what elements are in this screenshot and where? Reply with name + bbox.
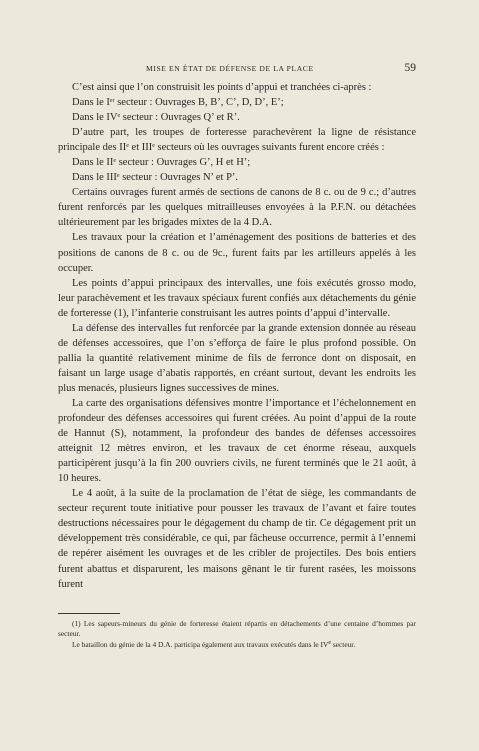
text-run: secteur : Ouvrages B, B’, C’, D, D’, E’; — [114, 97, 284, 109]
text-run: secteur : Ouvrages N’ et P’. — [119, 172, 239, 184]
paragraph — [58, 80, 416, 95]
superscript: e — [116, 173, 120, 180]
paragraph: Le 4 août, à la suite de la proclamation de l’état de siège, les commandants de secteur reçurent toute initiative pour pousser les travaux de l’avant et faire toutes destructions nécessaires pour le dégagement du champ de tir. Ce dégagement prit un développement très considérable, ce qui, par fâcheuse occurrence, permit à l’ennemi de repérer aisément les ouvrages et de les cribler de projectiles. Des bois entiers furent abattus et disparurent, les maisons gênant le tir furent rasées, les moissons furent — [58, 488, 416, 590]
paragraph — [58, 125, 416, 155]
text-run: C’est ainsi que l’on construisit les points d’appui et tranchées ci-après : — [72, 82, 372, 93]
paragraph: Les points d’appui principaux des intervalles, une fois exécutés grosso modo, leur parachèvement et les travaux spéciaux furent confiés aux détachements du génie de forteresse (1), l’infanterie construisant les autres points d’appui d’intervalle. — [58, 277, 416, 319]
superscript: e — [328, 639, 331, 646]
text-run: secteurs où les ouvrages suivants furent encore créés : — [154, 142, 385, 154]
footnote-rule — [58, 613, 120, 614]
paragraph — [58, 110, 416, 125]
text-run: Dans le I — [72, 97, 110, 109]
footnote — [58, 640, 416, 650]
superscript: e — [126, 143, 129, 150]
page-header — [58, 62, 416, 74]
text-run: secteur : Ouvrages Q’ et R’. — [120, 112, 240, 124]
page-number: 59 — [404, 62, 416, 74]
text-run: D’autre part, les troupes de forteresse parachevèrent la ligne de résistance principale des II — [58, 127, 416, 154]
superscript: er — [109, 98, 115, 105]
paragraph — [58, 155, 416, 170]
paragraph: Les travaux pour la création et l’aménagement des positions de batteries et des positions de canons de 8 c. ou de 9c., furent faits par les artilleurs appelés à les occuper. — [58, 232, 416, 274]
text-run: secteur : Ouvrages G’, H et H’; — [116, 157, 251, 169]
paragraph: La défense des intervalles fut renforcée par la grande extension donnée au réseau de défenses accessoires, que l’on s’efforça de faire le plus profond possible. On pallia la quantité relativement minime de fils de ferronce dont on disposait, en faisant un large usage d’abatis rapportés, en créant surtout, devant les endroits les plus menacés, plusieurs lignes successives de mines. — [58, 322, 416, 394]
text-run: et III — [128, 142, 153, 154]
body-text — [58, 80, 416, 592]
footnotes — [58, 619, 416, 650]
text-run: Dans le II — [72, 157, 114, 169]
text-run: secteur. — [330, 639, 356, 649]
footnote: (1) Les sapeurs-mineurs du génie de forteresse étaient répartis en détachements d’une centaine d’hommes par secteur. — [58, 619, 416, 639]
paragraph — [58, 170, 416, 185]
running-head: MISE EN ÉTAT DE DÉFENSE DE LA PLACE — [146, 64, 314, 73]
superscript: e — [152, 143, 155, 150]
superscript: e — [113, 158, 117, 165]
text-run: Dans le IV — [72, 112, 118, 124]
superscript: e — [117, 113, 121, 120]
paragraph: La carte des organisations défensives montre l’importance et l’échelonnement en profondeur des défenses accessoires qui furent créées. Au point d’appui de la route de Hannut (S), notamment, la profondeur des bandes de défenses accessoires atteignit 12 mètres environ, et les travaux de cet énorme réseau, auxquels participèrent jusqu’à la fin 200 ouvriers civils, ne furent terminés que le 21 août, à 10 heures. — [58, 397, 416, 485]
paragraph — [58, 95, 416, 110]
text-run: Dans le III — [72, 172, 117, 184]
text-run: Le bataillon du génie de la 4 D.A. participa également aux travaux exécutés dans le IV — [72, 639, 329, 649]
paragraph: Certains ouvrages furent armés de sections de canons de 8 c. ou de 9 c.; d’autres furent renforcés par les quelques mitrailleuses envoyées à la P.F.N. ou détachées ultérieurement par les brigades mixtes de la 4 D.A. — [58, 187, 416, 229]
